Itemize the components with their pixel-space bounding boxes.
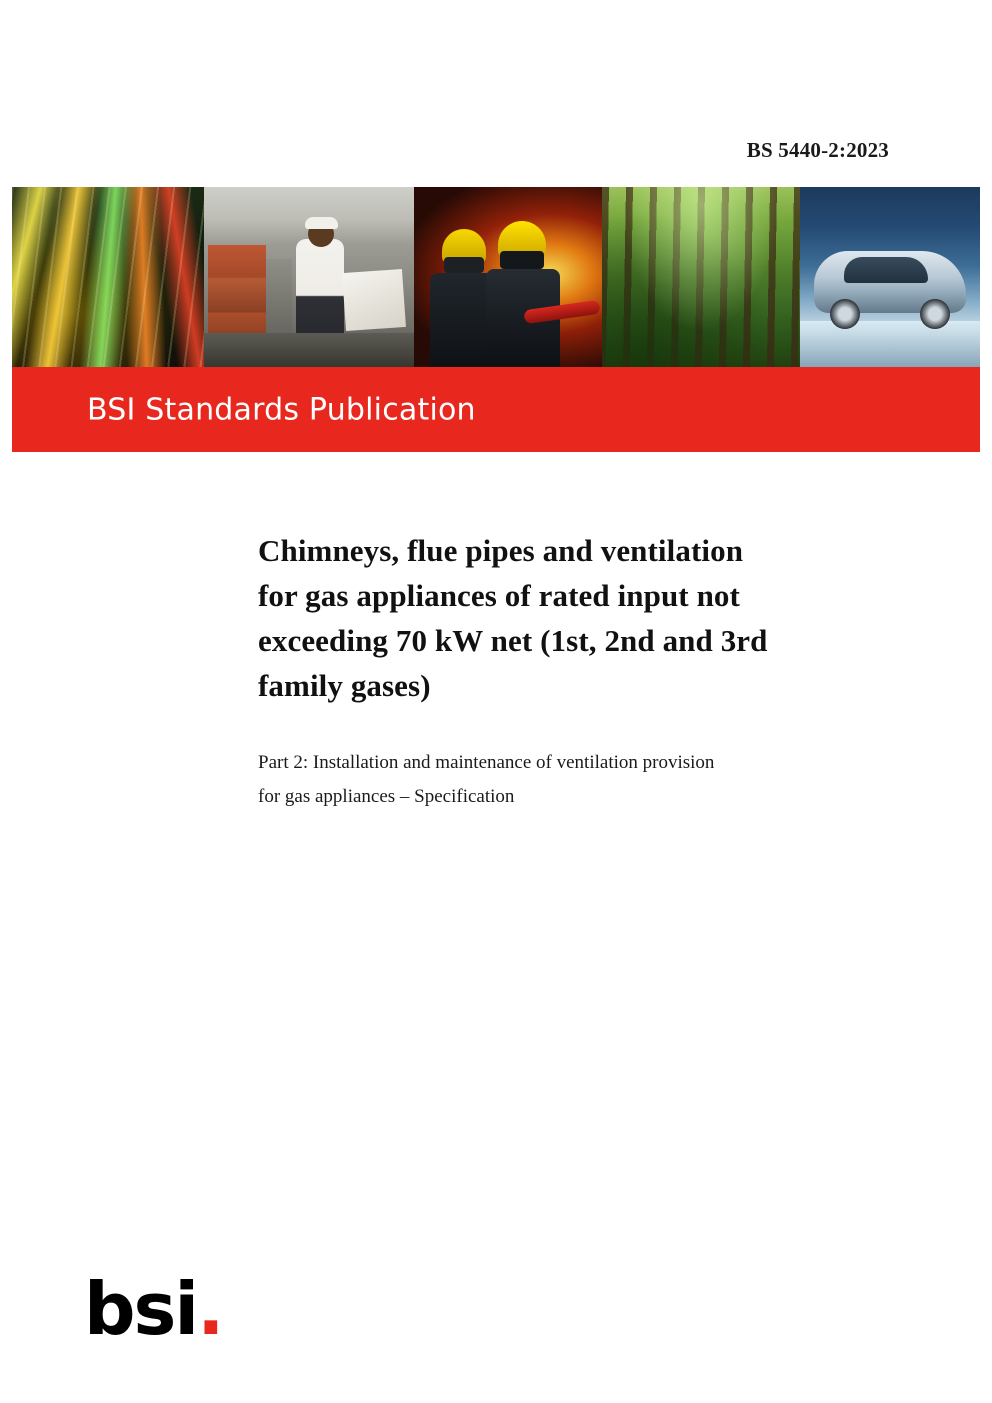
title-line: exceeding 70 kW net (1st, 2nd and 3rd [258,623,768,658]
firefighter-visor-right [500,251,544,269]
standard-number: BS 5440-2:2023 [746,138,889,162]
cover-photo-strip [12,187,980,367]
page-title [258,528,898,708]
car-wheel-rear [920,299,950,329]
worker-cap [305,217,338,229]
title-line: family gases) [258,668,431,703]
forest-trees-image [602,187,800,367]
title-block [258,528,898,814]
firefighters-with-hose-image [414,187,602,367]
factory-floor [800,321,980,367]
subtitle-line: for gas appliances – Specification [258,786,515,807]
warehouse-worker-image [204,187,414,367]
bsi-logo [84,1267,234,1351]
firefighter-visor-left [444,257,484,273]
bsi-logo-dot: . [197,1267,223,1351]
warehouse-floor [204,333,414,367]
bsi-standards-publication-banner [12,367,980,452]
car-production-line-image [800,187,980,367]
subtitle-line: Part 2: Installation and maintenance of ventilation provision [258,752,715,773]
title-line: Chimneys, flue pipes and ventilation [258,533,744,568]
title-line: for gas appliances of rated input not [258,578,740,613]
car-window [844,257,928,283]
page-subtitle [258,746,898,814]
car-wheel-front [830,299,860,329]
bsi-logo-text: bsi [84,1267,198,1351]
cardboard-box [342,269,406,331]
banner-label: BSI Standards Publication [87,392,476,427]
night-traffic-light-trails-image [12,187,204,367]
